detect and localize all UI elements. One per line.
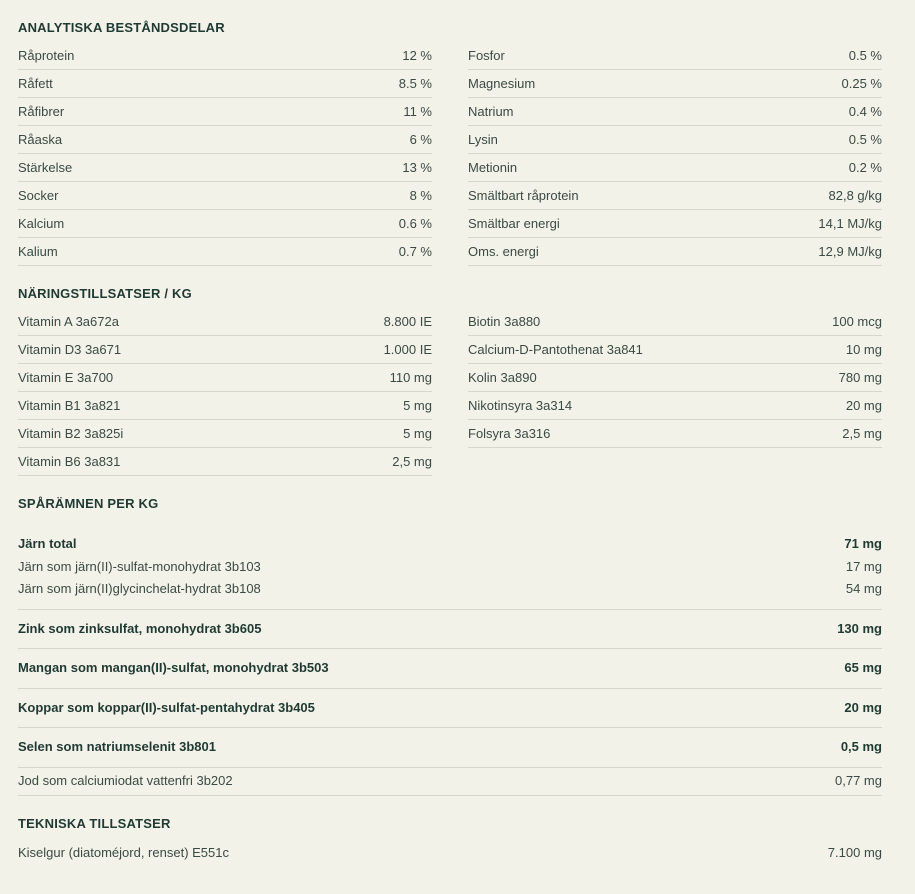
row-value: 12 %: [402, 48, 432, 63]
trace-group-koppar: [18, 689, 882, 729]
row-label: Kalcium: [18, 216, 65, 231]
table-row: [18, 697, 882, 720]
row-label: Vitamin B6 3a831: [18, 454, 121, 469]
row-value: 20 mg: [844, 699, 882, 715]
row-value: 110 mg: [389, 370, 432, 385]
row-value: 780 mg: [838, 370, 882, 385]
row-value: 2,5 mg: [842, 426, 882, 441]
table-row: [18, 336, 432, 364]
row-label: Järn total: [18, 536, 77, 551]
table-row: [18, 420, 432, 448]
row-value: 100 mcg: [832, 314, 882, 329]
table-row: [468, 126, 882, 154]
row-label: Kalium: [18, 244, 58, 259]
row-value: 0.2 %: [848, 160, 882, 175]
naring-left-col: [18, 308, 432, 476]
row-label: Biotin 3a880: [468, 314, 541, 329]
row-label: Vitamin B2 3a825i: [18, 426, 124, 441]
table-row: [18, 364, 432, 392]
row-label: Vitamin D3 3a671: [18, 342, 122, 357]
table-row: [468, 420, 882, 448]
row-value: 14,1 MJ/kg: [818, 216, 882, 231]
trace-group-jarn: [18, 522, 882, 610]
row-value: 20 mg: [845, 398, 882, 413]
trace-group-jod: [18, 768, 882, 796]
row-value: 0.25 %: [841, 76, 882, 91]
row-label: Stärkelse: [18, 160, 73, 175]
row-value: 8.800 IE: [383, 314, 432, 329]
table-row: [18, 618, 882, 641]
table-row: [18, 70, 432, 98]
section-title-spar: SPÅRÄMNEN PER KG: [18, 496, 159, 511]
row-label: Zink som zinksulfat, monohydrat 3b605: [18, 620, 262, 636]
row-value: 5 mg: [403, 426, 432, 441]
table-row: [18, 238, 432, 266]
row-label: Oms. energi: [468, 244, 539, 259]
section-title-naring: NÄRINGSTILLSATSER / KG: [18, 286, 192, 301]
spar-table: [18, 522, 882, 796]
row-label: Vitamin A 3a672a: [18, 314, 119, 329]
table-row: [18, 98, 432, 126]
table-row: [18, 533, 882, 556]
row-label: Kiselgur (diatoméjord, renset) E551c: [18, 845, 229, 860]
table-row: [18, 770, 882, 793]
trace-group-selen: [18, 728, 882, 768]
table-row: [18, 556, 882, 579]
row-value: 1.000 IE: [383, 342, 432, 357]
row-value: 17 mg: [845, 558, 882, 574]
table-row: [468, 42, 882, 70]
row-value: 130 mg: [837, 620, 882, 636]
table-row: [18, 736, 882, 759]
table-row: [18, 210, 432, 238]
row-value: 0.5 %: [848, 132, 882, 147]
row-value: 0.4 %: [848, 104, 882, 119]
table-row: [18, 42, 432, 70]
table-row: [468, 210, 882, 238]
analytiska-left-col: [18, 42, 432, 266]
row-value: 71 mg: [844, 536, 882, 551]
row-value: 8 %: [409, 188, 432, 203]
row-label: Järn som järn(II)glycinchelat-hydrat 3b108: [18, 581, 261, 596]
teknisk-table: [18, 838, 882, 868]
table-row: [468, 238, 882, 266]
section-title-analytiska: ANALYTISKA BESTÅNDSDELAR: [18, 20, 225, 35]
table-row: [468, 98, 882, 126]
table-row: [468, 392, 882, 420]
row-value: 0.7 %: [398, 244, 432, 259]
row-label: Calcium-D-Pantothenat 3a841: [468, 342, 643, 357]
row-label: Socker: [18, 188, 59, 203]
table-row: [18, 838, 882, 868]
row-label: Råprotein: [18, 48, 75, 63]
row-label: Smältbar energi: [468, 216, 560, 231]
analytiska-right-col: [468, 42, 882, 266]
table-row: [18, 154, 432, 182]
row-label: Kolin 3a890: [468, 370, 537, 385]
row-label: Koppar som koppar(II)-sulfat-pentahydrat 3b405: [18, 699, 315, 715]
row-label: Råfett: [18, 76, 53, 91]
section-title-teknisk: TEKNISKA TILLSATSER: [18, 815, 171, 831]
row-label: Folsyra 3a316: [468, 426, 551, 441]
row-label: Vitamin B1 3a821: [18, 398, 121, 413]
row-label: Fosfor: [468, 48, 505, 63]
row-value: 11 %: [403, 104, 432, 119]
table-row: [468, 154, 882, 182]
row-value: 8.5 %: [398, 76, 432, 91]
row-label: Järn som järn(II)-sulfat-monohydrat 3b103: [18, 558, 261, 574]
row-value: 65 mg: [844, 660, 882, 675]
row-value: 6 %: [409, 132, 432, 147]
row-label: Råaska: [18, 132, 63, 147]
table-row: [468, 70, 882, 98]
trace-group-mangan: [18, 649, 882, 689]
row-label: Selen som natriumselenit 3b801: [18, 739, 216, 754]
row-label: Smältbart råprotein: [468, 188, 579, 203]
row-label: Jod som calciumiodat vattenfri 3b202: [18, 772, 233, 788]
naring-table: [18, 308, 882, 476]
row-value: 54 mg: [845, 581, 882, 596]
trace-group-zink: [18, 610, 882, 650]
row-label: Magnesium: [468, 76, 536, 91]
table-row: [18, 308, 432, 336]
row-value: 5 mg: [403, 398, 432, 413]
table-row: [18, 182, 432, 210]
row-value: 7.100 mg: [827, 845, 882, 860]
row-label: Mangan som mangan(II)-sulfat, monohydrat 3b503: [18, 660, 329, 675]
row-label: Nikotinsyra 3a314: [468, 398, 573, 413]
row-label: Vitamin E 3a700: [18, 370, 114, 385]
row-value: 2,5 mg: [392, 454, 432, 469]
row-value: 0.6 %: [398, 216, 432, 231]
row-value: 0,77 mg: [835, 772, 882, 788]
table-row: [468, 308, 882, 336]
row-label: Metionin: [468, 160, 518, 175]
table-row: [18, 448, 432, 476]
row-label: Lysin: [468, 132, 498, 147]
row-value: 82,8 g/kg: [828, 188, 882, 203]
row-value: 13 %: [402, 160, 432, 175]
table-row: [468, 364, 882, 392]
table-row: [468, 336, 882, 364]
row-value: 0.5 %: [848, 48, 882, 63]
table-row: [18, 392, 432, 420]
row-value: 0,5 mg: [840, 739, 882, 754]
analytiska-table: [18, 42, 882, 266]
naring-right-col: [468, 308, 882, 476]
row-value: 10 mg: [845, 342, 882, 357]
row-label: Natrium: [468, 104, 514, 119]
table-row: [468, 182, 882, 210]
table-row: [18, 657, 882, 680]
table-row: [18, 126, 432, 154]
table-row: [18, 578, 882, 601]
row-label: Råfibrer: [18, 104, 65, 119]
row-value: 12,9 MJ/kg: [818, 244, 882, 259]
